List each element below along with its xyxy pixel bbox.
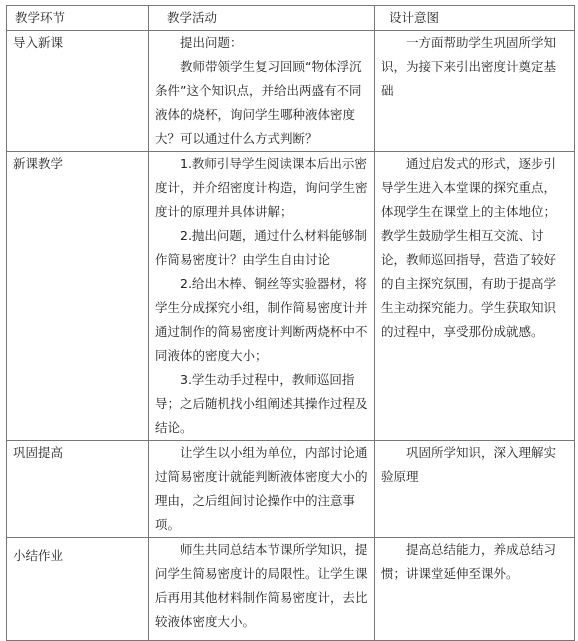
activity-cell — [149, 538, 375, 641]
intent-paragraph: 提高总结能力，养成总结习惯；讲课堂延伸至课外。 — [381, 542, 557, 581]
stage-cell: 导入新课 — [7, 31, 149, 152]
intent-paragraph: 一方面帮助学生巩固所学知识，为接下来引出密度计奠定基础 — [381, 35, 557, 98]
intent-cell — [375, 31, 575, 152]
activity-paragraph: 2.抛出问题，通过什么材料能够制作简易密度计？由学生自由讨论 — [155, 228, 367, 267]
activity-paragraph: 师生共同总结本节课所学知识，提问学生简易密度计的局限性。让学生课后再用其他材料制作简易密度计，去比较液体密度大小。 — [155, 542, 368, 629]
intent-cell — [375, 538, 575, 641]
table-header-row — [7, 6, 575, 31]
activity-paragraph: 3.学生动手过程中，教师巡回指导；之后随机找小组阐述其操作过程及结论。 — [155, 372, 368, 435]
activity-cell — [149, 152, 375, 441]
header-stage: 教学环节 — [7, 6, 149, 31]
table-row — [7, 152, 575, 441]
intent-paragraph: 巩固所学知识，深入理解实验原理 — [381, 445, 557, 484]
activity-paragraph: 让学生以小组为单位，内部讨论通过简易密度计就能判断液体密度大小的理由，之后组间讨论操作中的注意事项。 — [155, 445, 368, 532]
intent-cell — [375, 441, 575, 538]
stage-cell: 新课教学 — [7, 152, 149, 441]
table-row — [7, 441, 575, 538]
table-row — [7, 31, 575, 152]
stage-cell: 巩固提高 — [7, 441, 149, 538]
stage-cell: 小结作业 — [7, 538, 149, 641]
activity-paragraph: 提出问题： — [180, 35, 243, 50]
activity-cell — [149, 31, 375, 152]
activity-cell — [149, 441, 375, 538]
intent-cell — [375, 152, 575, 441]
activity-paragraph: 1.教师引导学生阅读课本后出示密度计，并介绍密度计构造，询问学生密度计的原理并具体讲解； — [155, 156, 368, 219]
table-row — [7, 538, 575, 641]
intent-paragraph: 通过启发式的形式，逐步引导学生进入本堂课的探究重点，体现学生在课堂上的主体地位；教学生鼓励学生相互交流、讨论，教师巡回指导，营造了较好的自主探究氛围，有助于提高学生主动探究能力。学生获取知识的过程中，享受那份成就感。 — [381, 156, 557, 339]
lesson-plan-table — [6, 5, 575, 641]
header-intent: 设计意图 — [375, 6, 575, 31]
activity-paragraph: 教师带领学生复习回顾“物体浮沉条件”这个知识点，并给出两盛有不同液体的烧杯，询问学生哪种液体密度大？可以通过什么方式判断？ — [155, 59, 362, 146]
activity-paragraph: 2.给出木棒、铜丝等实验器材，将学生分成探究小组，制作简易密度计并通过制作的简易密度计判断两烧杯中不同液体的密度大小； — [155, 276, 368, 363]
header-activity: 教学活动 — [149, 6, 375, 31]
